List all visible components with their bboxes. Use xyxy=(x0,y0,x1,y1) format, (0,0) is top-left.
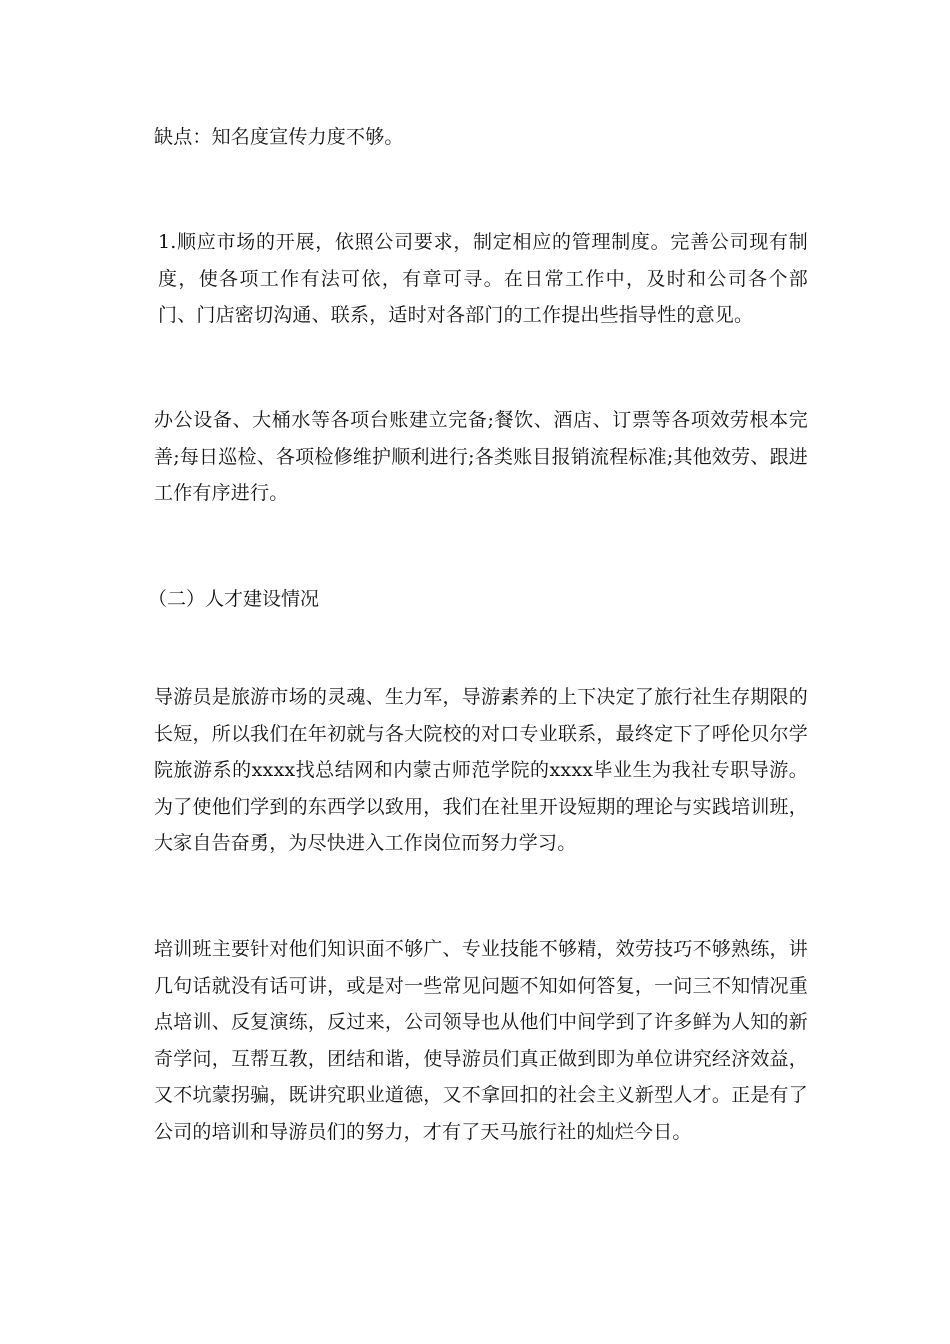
paragraph-training-class: 培训班主要针对他们知识面不够广、专业技能不够精，效劳技巧不够熟练，讲几句话就没有话可讲，或是对一些常见问题不知如何答复，一问三不知情况重点培训、反复演练，反过来，公司领导也从他们中间学到了许多鲜为人知的新奇学问，互帮互教，团结和谐，使导游员们真正做到即为单位讲究经济效益，又不坑蒙拐骗，既讲究职业道德，又不拿回扣的社会主义新型人才。正是有了公司的培训和导游员们的努力，才有了天马旅行社的灿烂今日。 xyxy=(154,938,808,1143)
paragraph-shortcomings: 缺点：知名度宣传力度不够。 xyxy=(154,126,404,148)
paragraph-management-system: 1.顺应市场的开展，依照公司要求，制定相应的管理制度。完善公司现有制度，使各项工作有法可依，有章可寻。在日常工作中，及时和公司各个部门、门店密切沟通、联系，适时对各部门的工作提出些指导性的意见。 xyxy=(158,231,808,326)
paragraph-office-services: 办公设备、大桶水等各项台账建立完备;餐饮、酒店、订票等各项效劳根本完善;每日巡检、各项检修维护顺利进行;各类账目报销流程标准;其他效劳、跟进工作有序进行。 xyxy=(154,409,808,504)
paragraph-tour-guides: 导游员是旅游市场的灵魂、生力军，导游素养的上下决定了旅行社生存期限的长短，所以我们在年初就与各大院校的对口专业联系，最终定下了呼伦贝尔学院旅游系的xxxx找总结网和内蒙古师范学院的xxxx毕业生为我社专职导游。为了使他们学到的东西学以致用，我们在社里开设短期的理论与实践培训班，大家自告奋勇，为尽快进入工作岗位而努力学习。 xyxy=(154,686,808,854)
section-heading-talent: （二）人才建设情况 xyxy=(148,588,320,610)
